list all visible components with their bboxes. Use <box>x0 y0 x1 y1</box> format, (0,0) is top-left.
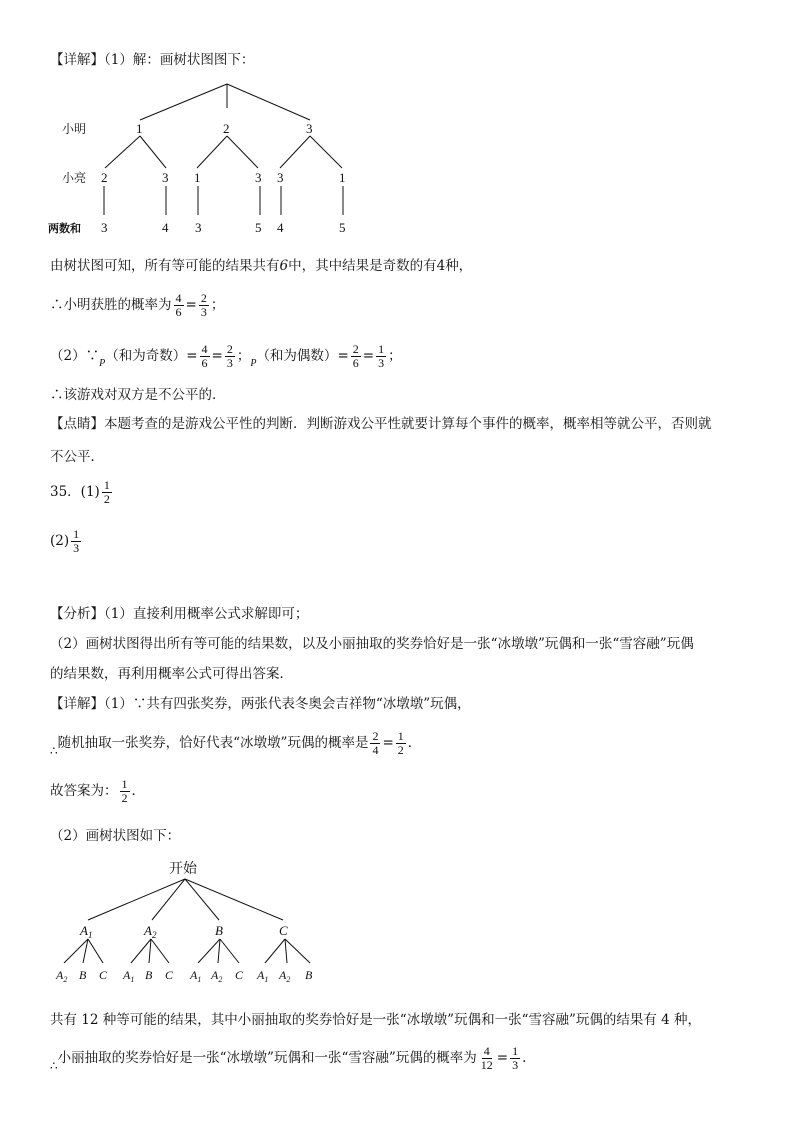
node-1: 1 <box>136 121 143 136</box>
fraction: $\frac{2}{6}$ <box>352 342 359 370</box>
tree-diagram-sums <box>40 80 380 240</box>
node-B: B <box>215 923 223 938</box>
fraction: $\frac{4}{12}$ <box>480 1044 493 1072</box>
answer-line: 故答案为： $\frac{1}{2}$ ． <box>50 777 145 805</box>
result-line-1: 共有 12 种等可能的结果，其中小丽抽取的奖券恰好是一张“冰墩墩”玩偶和一张“雪容融”玩偶的结果有 4 种， <box>50 1012 702 1028</box>
fraction: $\frac{4}{6}$ <box>175 291 182 319</box>
fraction: $\frac{1}{2}$ <box>103 478 110 506</box>
solution-header: 【详解】（1）解：画树状图图下： <box>50 52 255 68</box>
fraction: $\frac{1}{2}$ <box>121 777 128 805</box>
sum-2: 4 <box>162 220 169 235</box>
detail-line-tree: （2）画树状图如下： <box>50 828 181 844</box>
comment-line-1: 【点睛】本题考查的是游戏公平性的判断．判断游戏公平性就要计算每个事件的概率，概率相等就公平，否则就 <box>50 416 712 432</box>
fraction: $\frac{1}{3}$ <box>512 1044 519 1072</box>
leaf: $A_2$ <box>211 968 223 984</box>
node-xl-2: 3 <box>162 170 169 185</box>
node-xl-3: 1 <box>194 170 201 185</box>
node-xl-1: 2 <box>101 170 108 185</box>
tree1-branches <box>104 84 343 215</box>
leaf: C <box>235 968 244 982</box>
sum-4: 5 <box>255 220 262 235</box>
sum-5: 4 <box>277 220 284 235</box>
node-2: 2 <box>223 121 230 136</box>
leaf: $A_1$ <box>123 968 135 984</box>
leaf: $A_1$ <box>257 968 269 984</box>
tree2-branches <box>64 879 310 963</box>
xiaoming-probability-line: ∴小明获胜的概率为 $\frac{4}{6}$ = $\frac{2}{3}$ ； <box>50 291 225 319</box>
node-xl-5: 3 <box>277 170 284 185</box>
fraction: $\frac{2}{3}$ <box>226 342 233 370</box>
row-label-sum: 两数和 <box>48 222 81 235</box>
root-node: 开始 <box>169 861 197 877</box>
leaf: B <box>145 968 153 982</box>
leaf: B <box>79 968 87 982</box>
leaf: $A_2$ <box>56 968 68 984</box>
leaf: C <box>99 968 108 982</box>
sum-6: 5 <box>339 220 346 235</box>
node-A1: $A_1$ <box>80 923 93 940</box>
q35-answer-1: 35．(1) $\frac{1}{2}$ <box>50 478 110 506</box>
leaf: B <box>305 968 313 982</box>
tree-diagram-draw <box>48 855 348 990</box>
analysis-line-2: （2）画树状图得出所有等可能的结果数，以及小丽抽取的奖券恰好是一张“冰墩墩”玩偶和一张“雪容融”玩偶 <box>50 636 694 652</box>
sum-3: 3 <box>195 220 202 235</box>
leaf: $A_2$ <box>279 968 291 984</box>
conclusion-line: ∴该游戏对双方是不公平的． <box>50 387 226 403</box>
fraction: $\frac{2}{4}$ <box>372 729 379 757</box>
comment-line-2: 不公平． <box>50 449 104 465</box>
detail-line-1: 【详解】（1）∵共有四张奖券，两张代表冬奥会吉祥物“冰墩墩”玩偶， <box>50 696 471 712</box>
analysis-line-3: 的结果数，再利用概率公式可得出答案． <box>50 666 293 682</box>
detail-line-2: ∴随机抽取一张奖券，恰好代表“冰墩墩”玩偶的概率是 $\frac{2}{4}$ = $\frac{1}{2}$ ． <box>50 729 422 758</box>
analysis-line-1: 【分析】（1）直接利用概率公式求解即可； <box>50 606 309 622</box>
node-xl-6: 1 <box>339 170 346 185</box>
fraction: $\frac{1}{3}$ <box>73 527 80 555</box>
result-count-line: 由树状图可知，所有等可能的结果共有6中，其中结果是奇数的有4种， <box>50 258 473 274</box>
node-xl-4: 3 <box>255 170 262 185</box>
probability-compare-line: $(2)\because_P$（和为奇数）= $\frac{4}{6}$ = $\frac{2}{3}$ ；$_P$（和为偶数）= $\frac{2}{6}$ = $\frac{1}{3}$ ； <box>50 342 402 370</box>
fraction: $\frac{2}{3}$ <box>200 291 207 319</box>
fraction: $\frac{1}{3}$ <box>378 342 385 370</box>
leaf: $A_1$ <box>190 968 202 984</box>
row-label-xiaoming: 小明 <box>62 122 87 136</box>
row-label-xiaoliang: 小亮 <box>62 171 87 185</box>
node-3: 3 <box>306 121 313 136</box>
sum-1: 3 <box>101 220 108 235</box>
node-A2: $A_2$ <box>144 923 157 940</box>
result-line-2: ∴小丽抽取的奖券恰好是一张“冰墩墩”玩偶和一张“雪容融”玩偶的概率为 $\frac{4}{12}$ = $\frac{1}{3}$ . <box>50 1044 527 1073</box>
leaf: C <box>165 968 174 982</box>
q35-answer-2: (2) $\frac{1}{3}$ <box>50 527 80 555</box>
fraction: $\frac{1}{2}$ <box>397 729 404 757</box>
fraction: $\frac{4}{6}$ <box>201 342 208 370</box>
node-C: C <box>279 923 288 938</box>
